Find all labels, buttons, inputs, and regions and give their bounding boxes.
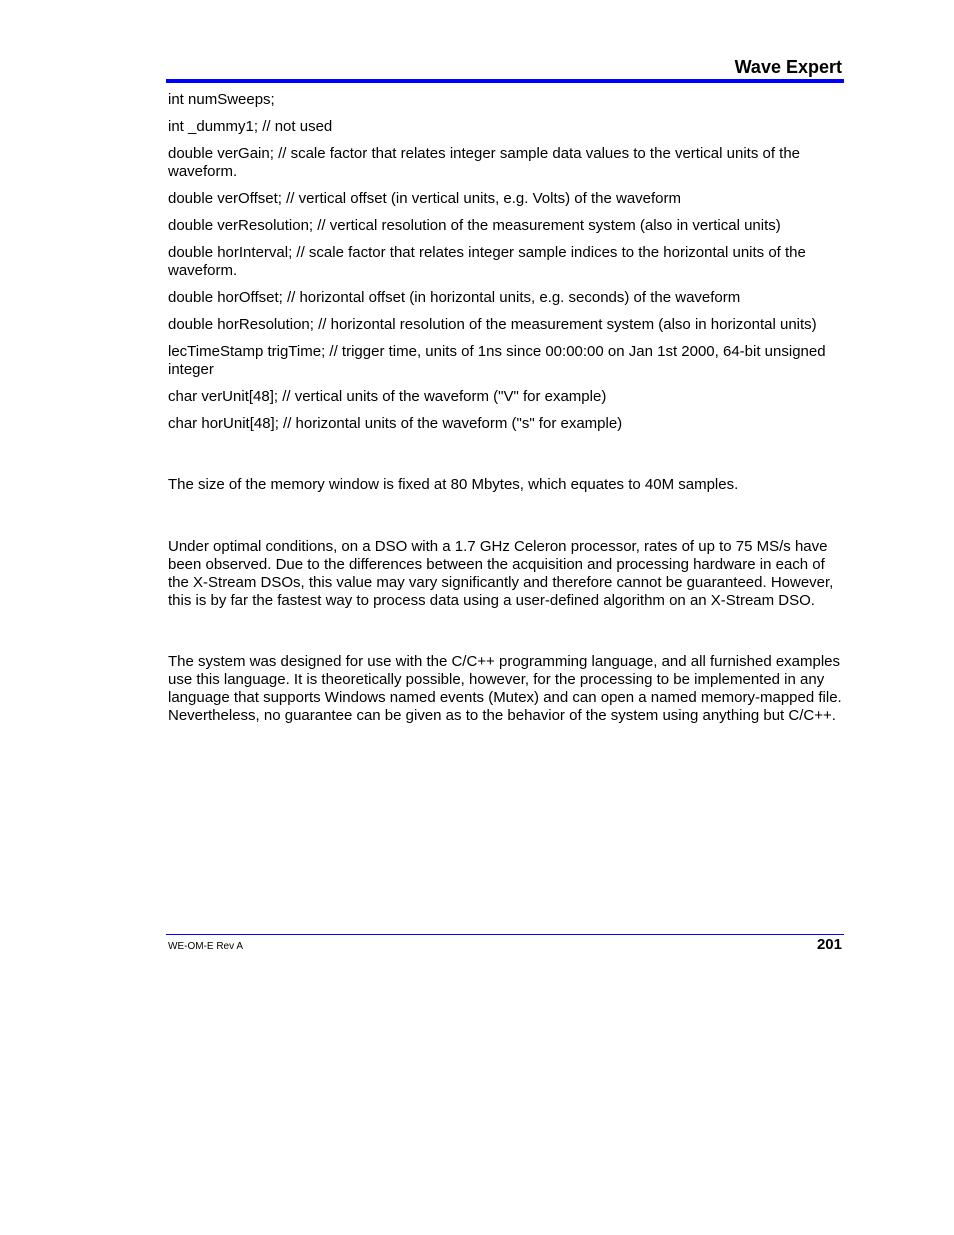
paragraph-language-support: The system was designed for use with the C/C++ programming language, and all furnished examples use this language. It is theoretically possible, however, for the processing to be implemented in any language that supports Windows named events (Mutex) and can open a named memory-mapped file. Nevertheless, no guarantee can be given as to the behavior of the system using anything but C/C++. xyxy=(168,653,842,724)
code-line-hor-interval: double horInterval; // scale factor that relates integer sample indices to the horizontal units of the waveform. xyxy=(168,244,806,279)
header-rule xyxy=(166,79,844,83)
footer-rule xyxy=(166,934,844,935)
code-line-ver-gain: double verGain; // scale factor that relates integer sample data values to the vertical units of the waveform. xyxy=(168,145,801,180)
page-content xyxy=(168,91,844,725)
code-line-hor-unit: char horUnit[48]; // horizontal units of the waveform ("s" for example) xyxy=(168,415,623,432)
code-line-hor-offset: double horOffset; // horizontal offset (in horizontal units, e.g. seconds) of the waveform xyxy=(168,289,741,306)
code-line-num-sweeps: int numSweeps; xyxy=(168,91,275,108)
code-line-ver-offset: double verOffset; // vertical offset (in vertical units, e.g. Volts) of the waveform xyxy=(168,190,682,207)
footer-page-number: 201 xyxy=(816,936,842,953)
footer-doc-id: WE-OM-E Rev A xyxy=(168,941,244,952)
code-line-ver-unit: char verUnit[48]; // vertical units of the waveform ("V" for example) xyxy=(168,388,607,405)
paragraph-memory-window: The size of the memory window is fixed at 80 Mbytes, which equates to 40M samples. xyxy=(168,476,739,493)
code-line-dummy1: int _dummy1; // not used xyxy=(168,118,333,135)
code-line-hor-resolution: double horResolution; // horizontal resolution of the measurement system (also in horizontal units) xyxy=(168,316,817,333)
paragraph-processing-rates: Under optimal conditions, on a DSO with a 1.7 GHz Celeron processor, rates of up to 75 MS/s have been observed. Due to the differences between the acquisition and processing hardware in each of the X-Stream DSOs, this value may vary significantly and therefore cannot be guaranteed. However, this is by far the fastest way to process data using a user-defined algorithm on an X-Stream DSO. xyxy=(168,538,834,609)
code-line-trig-time: lecTimeStamp trigTime; // trigger time, units of 1ns since 00:00:00 on Jan 1st 2000, 64-bit unsigned integer xyxy=(168,343,826,378)
code-line-ver-resolution: double verResolution; // vertical resolution of the measurement system (also in vertical units) xyxy=(168,217,781,234)
page-header-title: Wave Expert xyxy=(734,57,842,77)
